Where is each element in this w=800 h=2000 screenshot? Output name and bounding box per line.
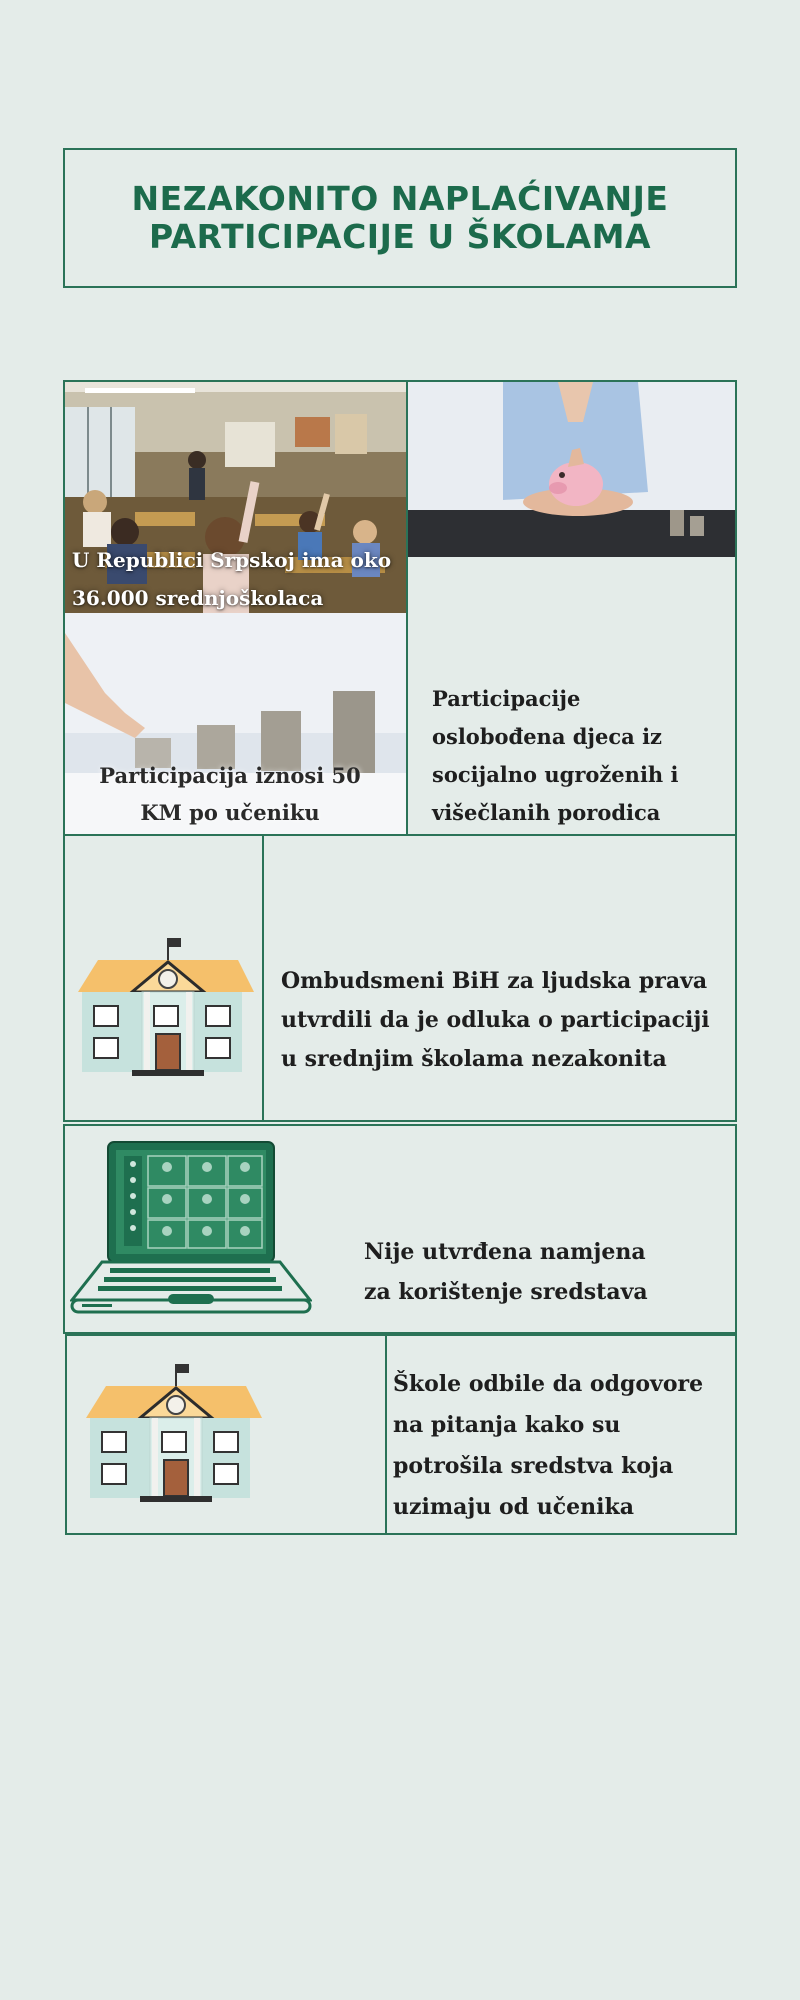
schools-text: Škole odbile da odgovore na pitanja kako su potrošila sredstva koja uzimaju od učenika	[393, 1371, 704, 1520]
students-caption: U Republici Srpskoj ima oko 36.000 srednjoškolaca	[72, 548, 392, 610]
page-title	[132, 180, 669, 256]
school-building-icon-2	[76, 1360, 264, 1508]
title-line-1: NEZAKONITO NAPLAĆIVANJE	[131, 179, 669, 218]
exempt-text: Participacije oslobođena djeca iz socijalno ugroženih i višečlanih porodica	[432, 686, 679, 825]
title-box	[63, 148, 737, 288]
amount-caption: Participacija iznosi 50 KM po učeniku	[99, 763, 361, 825]
ombudsman-text: Ombudsmeni BiH za ljudska prava utvrdili da je odluka o participaciji u srednjim školama nezakonita	[281, 968, 710, 1072]
purpose-text	[364, 1232, 704, 1312]
schools-divider	[385, 1334, 387, 1535]
title-line-2: PARTICIPACIJE U ŠKOLAMA	[148, 217, 652, 256]
purpose-line-2: za korištenje sredstava	[364, 1279, 648, 1305]
ombudsman-divider	[262, 834, 264, 1122]
purpose-line-1: Nije utvrđena namjena	[364, 1239, 646, 1265]
piggy-bank-photo	[408, 382, 735, 557]
laptop-video-call-icon	[70, 1140, 312, 1316]
school-building-icon	[68, 934, 256, 1082]
